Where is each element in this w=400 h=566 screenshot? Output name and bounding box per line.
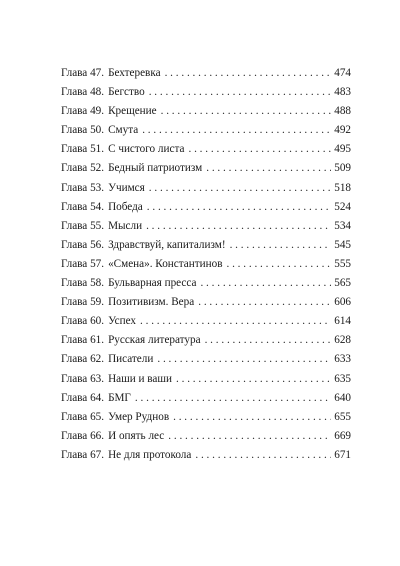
toc-title: Умер Руднов [108,410,170,423]
toc-page-number: 488 [334,105,351,118]
dot-leader [188,140,331,159]
toc-chapter-label: Глава 52. [61,162,105,175]
toc-page-number: 545 [334,238,351,251]
toc-chapter-label: Глава 56. [61,238,105,251]
toc-page-number: 555 [334,257,351,270]
toc-chapter-label: Глава 54. [61,200,105,213]
toc-chapter-label: Глава 63. [61,372,105,385]
dot-leader [200,274,331,293]
toc-page-number: 635 [334,372,351,385]
toc-chapter-label: Глава 66. [61,429,105,442]
toc-entry [61,427,351,446]
toc-title: «Смена». Константинов [108,257,223,270]
toc-chapter-label: Глава 64. [61,391,105,404]
toc-entry [61,236,351,255]
toc-chapter-label: Глава 62. [61,353,105,366]
toc-title: Победа [108,200,143,213]
toc-chapter-label: Глава 51. [61,143,105,156]
toc-page-number: 669 [334,429,351,442]
toc-page-number: 565 [334,277,351,290]
dot-leader [168,427,331,446]
toc-entry [61,198,351,217]
toc-title: БМГ [108,391,131,404]
dot-leader [165,64,332,83]
toc-chapter-label: Глава 55. [61,219,105,232]
toc-chapter-label: Глава 58. [61,277,105,290]
toc-entry [61,370,351,389]
toc-entry [61,389,351,408]
toc-entry [61,159,351,178]
toc-entry [61,121,351,140]
toc-title: Учимся [108,181,145,194]
toc-title: Позитивизм. Вера [108,296,195,309]
toc-page-number: 518 [334,181,351,194]
toc-chapter-label: Глава 67. [61,448,105,461]
toc-page-number: 633 [334,353,351,366]
dot-leader [205,331,332,350]
dot-leader [176,370,331,389]
dot-leader [173,408,331,427]
dot-leader [195,446,331,465]
toc-page-number: 524 [334,200,351,213]
dot-leader [230,236,332,255]
dot-leader [135,389,331,408]
toc-chapter-label: Глава 50. [61,124,105,137]
toc-title: Наши и ваши [108,372,172,385]
dot-leader [147,198,331,217]
toc-entry [61,408,351,427]
dot-leader [142,121,331,140]
toc-entry [61,446,351,465]
toc-entry [61,102,351,121]
toc-title: Успех [108,315,137,328]
toc-entry [61,312,351,331]
dot-leader [149,179,331,198]
toc-chapter-label: Глава 61. [61,334,105,347]
dot-leader [146,217,331,236]
toc-page-number: 614 [334,315,351,328]
toc-chapter-label: Глава 65. [61,410,105,423]
toc-entry [61,64,351,83]
toc-page-number: 483 [334,86,351,99]
toc-entry [61,140,351,159]
toc-page-number: 628 [334,334,351,347]
toc-chapter-label: Глава 60. [61,315,105,328]
toc-title: И опять лес [108,429,165,442]
toc-title: С чистого листа [108,143,185,156]
dot-leader [198,293,331,312]
toc-entry [61,217,351,236]
dot-leader [157,350,331,369]
toc-chapter-label: Глава 57. [61,257,105,270]
toc-chapter-label: Глава 59. [61,296,105,309]
toc-page-number: 606 [334,296,351,309]
toc-title: Русская литература [108,334,201,347]
toc-page-number: 534 [334,219,351,232]
toc-page-number: 492 [334,124,351,137]
dot-leader [149,83,332,102]
toc-title: Бедный патриотизм [108,162,203,175]
toc-entry [61,331,351,350]
toc-page-number: 509 [334,162,351,175]
toc-title: Бехтеревка [108,67,161,79]
toc-entry [61,350,351,369]
toc-entry [61,83,351,102]
toc-chapter-label: Глава 47. [61,67,105,79]
toc-page-number: 474 [334,67,351,79]
toc-title: Здравствуй, капитализм! [108,238,226,251]
toc-entry [61,274,351,293]
dot-leader [206,159,331,178]
toc-page-number: 655 [334,410,351,423]
dot-leader [140,312,331,331]
toc-page-number: 495 [334,143,351,156]
toc-title: Не для протокола [108,448,192,461]
toc-entry [61,179,351,198]
toc-entry [61,255,351,274]
toc-page-number: 671 [334,448,351,461]
toc-chapter-label: Глава 53. [61,181,105,194]
toc-title: Крещение [108,105,157,118]
toc-title: Бегство [108,86,145,99]
toc-entry [61,293,351,312]
table-of-contents [61,64,351,465]
toc-title: Мысли [108,219,143,232]
toc-title: Смута [108,124,139,137]
toc-chapter-label: Глава 48. [61,86,105,99]
dot-leader [161,102,332,121]
toc-title: Писатели [108,353,154,366]
toc-page-number: 640 [334,391,351,404]
toc-chapter-label: Глава 49. [61,105,105,118]
dot-leader [226,255,331,274]
toc-title: Бульварная пресса [108,277,197,290]
